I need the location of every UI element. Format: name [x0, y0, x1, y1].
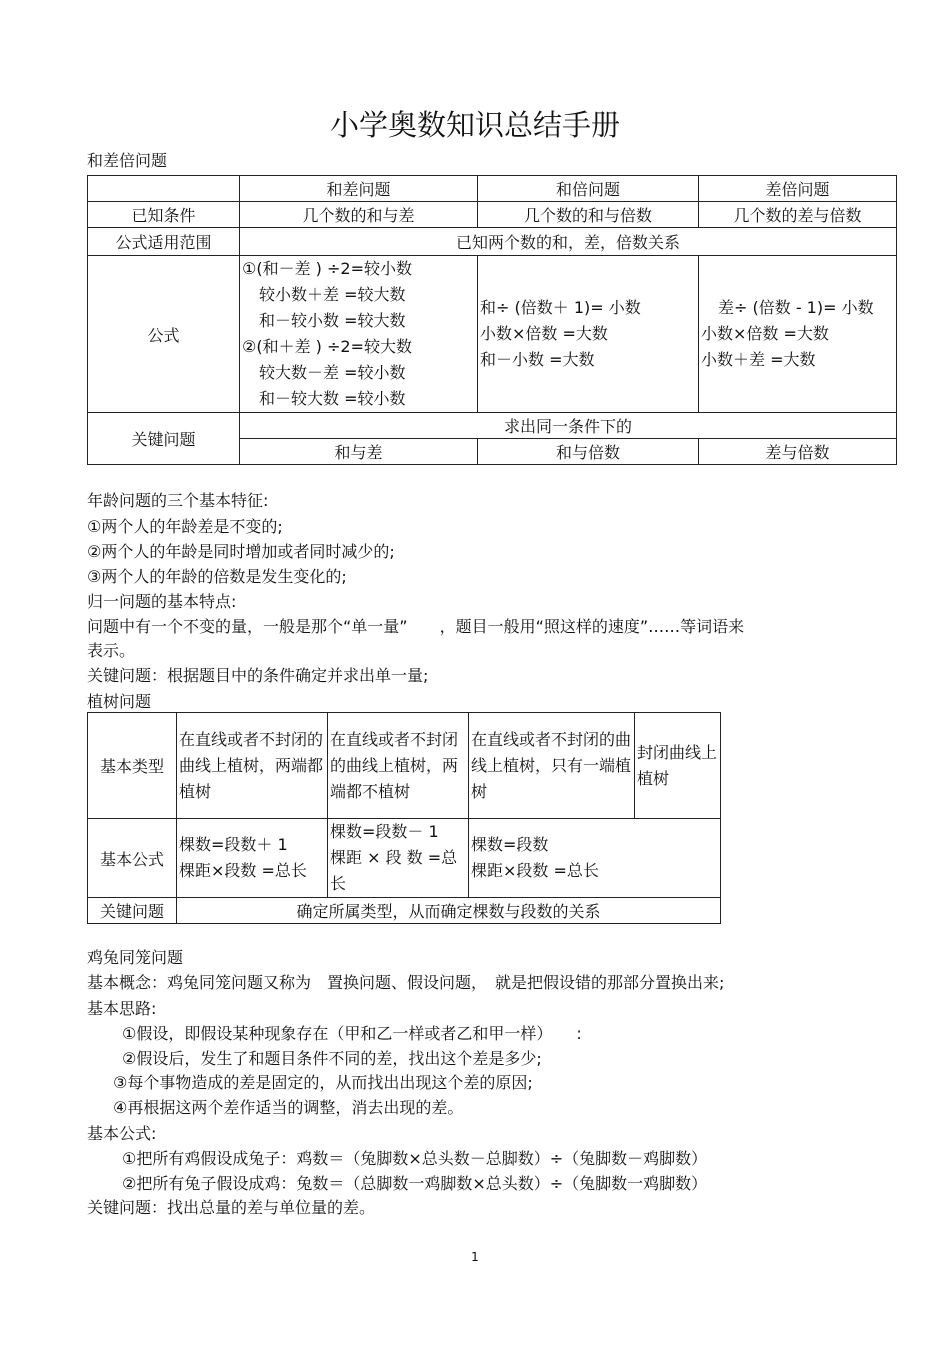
formula-cell-hecha — [240, 256, 478, 413]
column-header: 差倍问题 — [699, 176, 897, 202]
table-row — [88, 898, 721, 924]
row-label: 公式适用范围 — [88, 228, 240, 256]
formula-cell-chabei — [699, 256, 897, 413]
table-cell: 确定所属类型，从而确定棵数与段数的关系 — [177, 898, 721, 924]
table-cell: 几个数的差与倍数 — [699, 202, 897, 228]
formula-line: 和－较大数 =较小数 — [259, 389, 406, 408]
chicken-step: ②假设后，发生了和题目条件不同的差，找出这个差是多少; — [122, 1049, 542, 1068]
row-label: 公式 — [88, 256, 240, 413]
formula-line: 棵距×段数 =总长 — [179, 861, 307, 880]
table-cell: 在直线或者不封闭的曲线上植树，只有一端植树 — [469, 713, 635, 819]
table-row — [88, 202, 897, 228]
chicken-step: ①假设，即假设某种现象存在（甲和乙一样或者乙和甲一样） : — [122, 1024, 582, 1043]
age-heading: 年龄问题的三个基本特征: — [87, 491, 269, 510]
row-label: 基本公式 — [88, 819, 177, 898]
table-cell: 几个数的和与差 — [240, 202, 478, 228]
table-cell: 几个数的和与倍数 — [478, 202, 699, 228]
formula-line: 棵距 × 段 数 =总长 — [330, 848, 458, 893]
hechabei-table — [87, 175, 897, 465]
table-cell — [328, 819, 469, 898]
formula-line: 和－小数 =大数 — [480, 350, 595, 369]
row-label: 基本类型 — [88, 713, 177, 819]
formula-line: 棵距×段数 =总长 — [471, 861, 599, 880]
unit-text: 表示。 — [87, 641, 136, 660]
table-cell: 求出同一条件下的 — [240, 413, 897, 439]
table-cell: 和与差 — [240, 439, 478, 465]
page-number: 1 — [471, 1250, 479, 1264]
section-heading-hechabei: 和差倍问题 — [87, 151, 168, 170]
column-header: 和倍问题 — [478, 176, 699, 202]
table-row — [88, 256, 897, 413]
age-item: ③两个人的年龄的倍数是发生变化的; — [87, 567, 347, 586]
table-cell: 和与倍数 — [478, 439, 699, 465]
table-cell — [469, 819, 721, 898]
unit-key: 关键问题：根据题目中的条件确定并求出单一量; — [87, 666, 429, 685]
page-title: 小学奥数知识总结手册 — [329, 108, 620, 142]
formula-line: ①(和－差 ) ÷2=较小数 — [242, 259, 412, 278]
row-label: 关键问题 — [88, 898, 177, 924]
chicken-step: ③每个事物造成的差是固定的，从而找出出现这个差的原因; — [113, 1073, 533, 1092]
table-row — [88, 819, 721, 898]
formula-line: 棵数=段数＋ 1 — [179, 835, 288, 854]
unit-text: 问题中有一个不变的量，一般是那个“单一量” ，题目一般用“照这样的速度”……等词语来 — [87, 617, 745, 636]
formula-line: 较大数－差 =较小数 — [259, 363, 406, 382]
chicken-key: 关键问题：找出总量的差与单位量的差。 — [87, 1198, 376, 1217]
formula-line: 和－较小数 =较大数 — [259, 311, 406, 330]
table-cell — [177, 819, 328, 898]
formula-line: 较小数＋差 =较大数 — [259, 285, 406, 304]
chicken-concept: 基本概念：鸡兔同笼问题又称为 置换问题、假设问题， 就是把假设错的那部分置换出来; — [87, 973, 725, 992]
chicken-approach-label: 基本思路: — [87, 999, 157, 1018]
tree-table — [87, 712, 721, 924]
chicken-step: ④再根据这两个差作适当的调整，消去出现的差。 — [113, 1098, 464, 1117]
chicken-formula: ②把所有兔子假设成鸡：兔数＝（总脚数一鸡脚数×总头数）÷（兔脚数一鸡脚数） — [122, 1174, 708, 1193]
age-item: ②两个人的年龄是同时增加或者同时减少的; — [87, 542, 395, 561]
formula-line: 棵数=段数－ 1 — [330, 822, 439, 841]
table-row — [88, 413, 897, 439]
unit-heading: 归一问题的基本特点: — [87, 592, 237, 611]
table-cell: 在直线或者不封闭的曲线上植树，两端都不植树 — [328, 713, 469, 819]
column-header: 和差问题 — [240, 176, 478, 202]
formula-line: 差÷ (倍数 - 1)= 小数 — [718, 298, 874, 317]
chicken-formula-label: 基本公式: — [87, 1124, 157, 1143]
formula-line: 小数＋差 =大数 — [701, 350, 816, 369]
formula-line: 小数×倍数 =大数 — [480, 324, 608, 343]
table-row — [88, 228, 897, 256]
formula-line: 和÷ (倍数＋ 1)= 小数 — [480, 298, 641, 317]
tree-heading: 植树问题 — [87, 692, 152, 711]
table-cell: 封闭曲线上植树 — [635, 713, 721, 819]
row-label: 已知条件 — [88, 202, 240, 228]
row-label: 关键问题 — [88, 413, 240, 465]
chicken-heading: 鸡兔同笼问题 — [87, 948, 184, 967]
table-cell — [88, 176, 240, 202]
table-row — [88, 713, 721, 819]
formula-line: ②(和＋差 ) ÷2=较大数 — [242, 337, 412, 356]
chicken-formula: ①把所有鸡假设成兔子：鸡数＝（兔脚数×总头数－总脚数）÷（兔脚数－鸡脚数） — [122, 1149, 708, 1168]
formula-cell-hebei — [478, 256, 699, 413]
table-cell: 在直线或者不封闭的曲线上植树，两端都植树 — [177, 713, 328, 819]
table-row — [88, 176, 897, 202]
formula-line: 棵数=段数 — [471, 835, 549, 854]
formula-line: 小数×倍数 =大数 — [701, 324, 829, 343]
table-cell: 已知两个数的和，差，倍数关系 — [240, 228, 897, 256]
age-item: ①两个人的年龄差是不变的; — [87, 517, 283, 536]
table-cell: 差与倍数 — [699, 439, 897, 465]
